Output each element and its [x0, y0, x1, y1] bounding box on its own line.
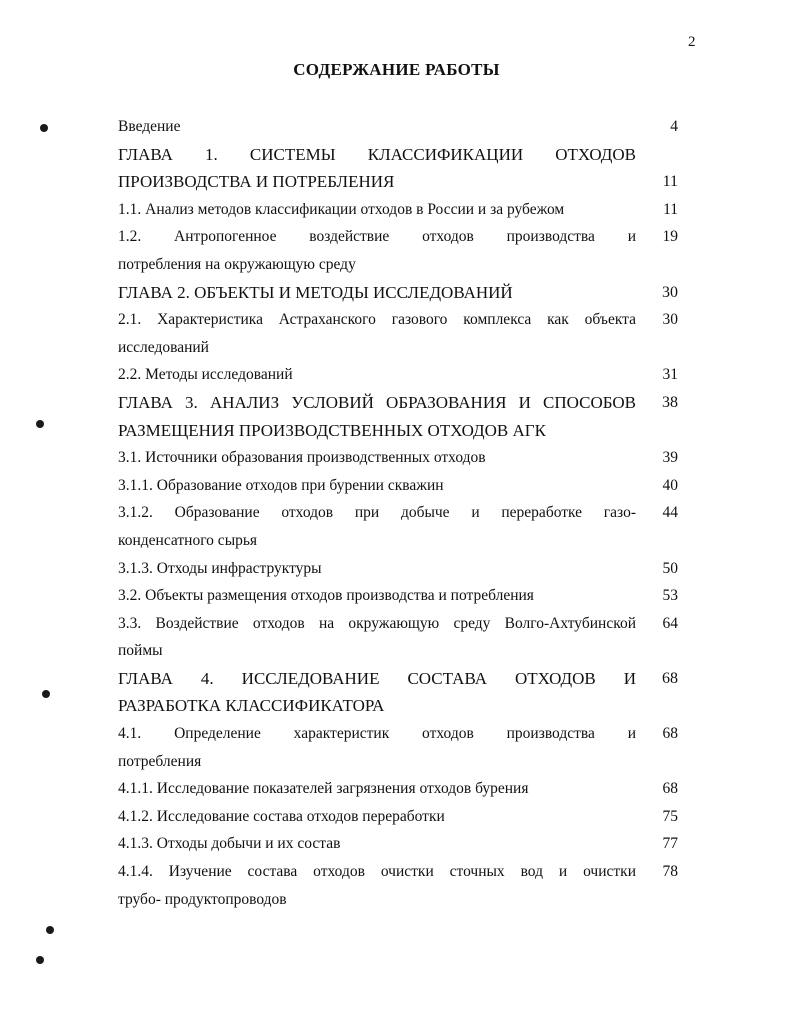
- toc-entry[interactable]: [118, 444, 678, 472]
- toc-entry-title: [118, 223, 636, 278]
- toc-entry-title-line1: ГЛАВА 3. АНАЛИЗ УСЛОВИЙ ОБРАЗОВАНИЯ И СПОСОБОВ: [118, 392, 636, 412]
- toc-entry-title-line1: ГЛАВА 4. ИССЛЕДОВАНИЕ СОСТАВА ОТХОДОВ И: [118, 668, 636, 688]
- toc-entry-title: 3.2. Объекты размещения отходов производства и потребления: [118, 587, 534, 605]
- toc-entry-page: 78: [662, 863, 678, 881]
- page-number: 2: [688, 34, 696, 50]
- toc-entry-title-line2: РАЗРАБОТКА КЛАССИФИКАТОРА: [118, 696, 385, 716]
- toc-entry-page: 11: [662, 173, 678, 191]
- toc-entry[interactable]: [118, 196, 678, 224]
- toc-entry-page: 44: [662, 504, 678, 522]
- toc-entry-title: [118, 720, 636, 775]
- toc-entry-page: 30: [662, 311, 678, 329]
- toc-entry-page: 38: [662, 393, 678, 411]
- toc-entry-title-line1: 4.1.4. Изучение состава отходов очистки сточных вод и очистки: [118, 863, 636, 881]
- toc-entry-title-line2: конденсатного сырья: [118, 531, 258, 549]
- toc-entry-title: [118, 306, 636, 361]
- toc-entry-page: 68: [662, 669, 678, 687]
- scan-mark: [40, 124, 48, 132]
- toc-entry-page: 64: [662, 614, 678, 632]
- toc-entry-page: 53: [662, 587, 678, 605]
- toc-chapter-entry[interactable]: [118, 279, 678, 307]
- toc-entry[interactable]: [118, 858, 678, 913]
- toc-entry-page: 50: [662, 559, 678, 577]
- toc-entry-title: 3.1. Источники образования производственных отходов: [118, 449, 486, 467]
- toc-entry-title-line2: поймы: [118, 642, 163, 660]
- toc-entry-title-line1: 3.1.2. Образование отходов при добыче и переработке газо-: [118, 504, 636, 522]
- toc-chapter-entry[interactable]: [118, 389, 678, 444]
- toc-entry-title-line2: исследований: [118, 338, 209, 356]
- toc-entry-page: 11: [663, 200, 678, 218]
- toc-entry[interactable]: [118, 113, 678, 141]
- toc-entry-title: 4.1.3. Отходы добычи и их состав: [118, 835, 341, 853]
- toc-entry-title: Введение: [118, 118, 181, 135]
- toc-entry-title-line2: потребления на окружающую среду: [118, 255, 356, 273]
- toc-entry[interactable]: [118, 223, 678, 278]
- toc-entry-title-line1: 4.1. Определение характеристик отходов производства и: [118, 725, 636, 743]
- toc-entry-title: 4.1.2. Исследование состава отходов переработки: [118, 807, 445, 825]
- toc-entry-title: [118, 858, 636, 913]
- toc-entry-title-line2: потребления: [118, 752, 202, 770]
- toc-entry-page: 75: [662, 807, 678, 825]
- toc-entry-title-line2: трубо- продуктопроводов: [118, 890, 287, 908]
- toc-entry[interactable]: [118, 582, 678, 610]
- toc-entry-page: 19: [662, 228, 678, 246]
- toc-entry[interactable]: [118, 610, 678, 665]
- toc-entry[interactable]: [118, 306, 678, 361]
- toc-entry-page: 39: [662, 449, 678, 467]
- toc-entry-title: 1.1. Анализ методов классификации отходов в России и за рубежом: [118, 200, 565, 218]
- toc-entry-page: 4: [670, 118, 678, 135]
- toc-entry[interactable]: [118, 775, 678, 803]
- scan-mark: [36, 420, 44, 428]
- toc-entry-title-line1: 3.3. Воздействие отходов на окружающую среду Волго-Ахтубинской: [118, 614, 636, 632]
- toc-entry-title: [118, 499, 636, 554]
- toc-entry[interactable]: [118, 803, 678, 831]
- toc-entry-title: [118, 141, 636, 196]
- toc-entry-title-line2: РАЗМЕЩЕНИЯ ПРОИЗВОДСТВЕННЫХ ОТХОДОВ АГК: [118, 420, 546, 440]
- toc-entry-title: 4.1.1. Исследование показателей загрязнения отходов бурения: [118, 780, 529, 798]
- toc-entry-page: 77: [662, 835, 678, 853]
- toc-entry-title: 2.2. Методы исследований: [118, 366, 293, 384]
- toc-entry-page: 31: [662, 366, 678, 384]
- toc-entry-title-line1: 2.1. Характеристика Астраханского газового комплекса как объекта: [118, 311, 636, 329]
- toc-entry-page: 30: [662, 283, 678, 301]
- toc-entry-title: ГЛАВА 2. ОБЪЕКТЫ И МЕТОДЫ ИССЛЕДОВАНИЙ: [118, 282, 513, 302]
- toc-chapter-entry[interactable]: [118, 665, 678, 720]
- scan-mark: [46, 926, 54, 934]
- toc-entry[interactable]: [118, 361, 678, 389]
- toc-entry-page: 68: [662, 725, 678, 743]
- page-title: СОДЕРЖАНИЕ РАБОТЫ: [293, 60, 500, 79]
- toc-entry[interactable]: [118, 720, 678, 775]
- toc-entry-title-line2: ПРОИЗВОДСТВА И ПОТРЕБЛЕНИЯ: [118, 172, 395, 192]
- toc-entry-title-line1: ГЛАВА 1. СИСТЕМЫ КЛАССИФИКАЦИИ ОТХОДОВ: [118, 144, 636, 164]
- toc-entry[interactable]: [118, 830, 678, 858]
- table-of-contents: [118, 113, 678, 913]
- toc-entry-title-line1: 1.2. Антропогенное воздействие отходов производства и: [118, 228, 636, 246]
- toc-entry-title: 3.1.1. Образование отходов при бурении скважин: [118, 476, 444, 494]
- scan-mark: [42, 690, 50, 698]
- toc-entry-title: 3.1.3. Отходы инфраструктуры: [118, 559, 322, 577]
- toc-entry-title: [118, 610, 636, 665]
- toc-entry-page: 40: [662, 476, 678, 494]
- toc-entry[interactable]: [118, 555, 678, 583]
- toc-entry[interactable]: [118, 472, 678, 500]
- scan-mark: [36, 956, 44, 964]
- toc-entry[interactable]: [118, 499, 678, 554]
- toc-entry-title: [118, 665, 636, 720]
- toc-entry-title: [118, 389, 636, 444]
- toc-chapter-entry[interactable]: [118, 141, 678, 196]
- toc-entry-page: 68: [662, 780, 678, 798]
